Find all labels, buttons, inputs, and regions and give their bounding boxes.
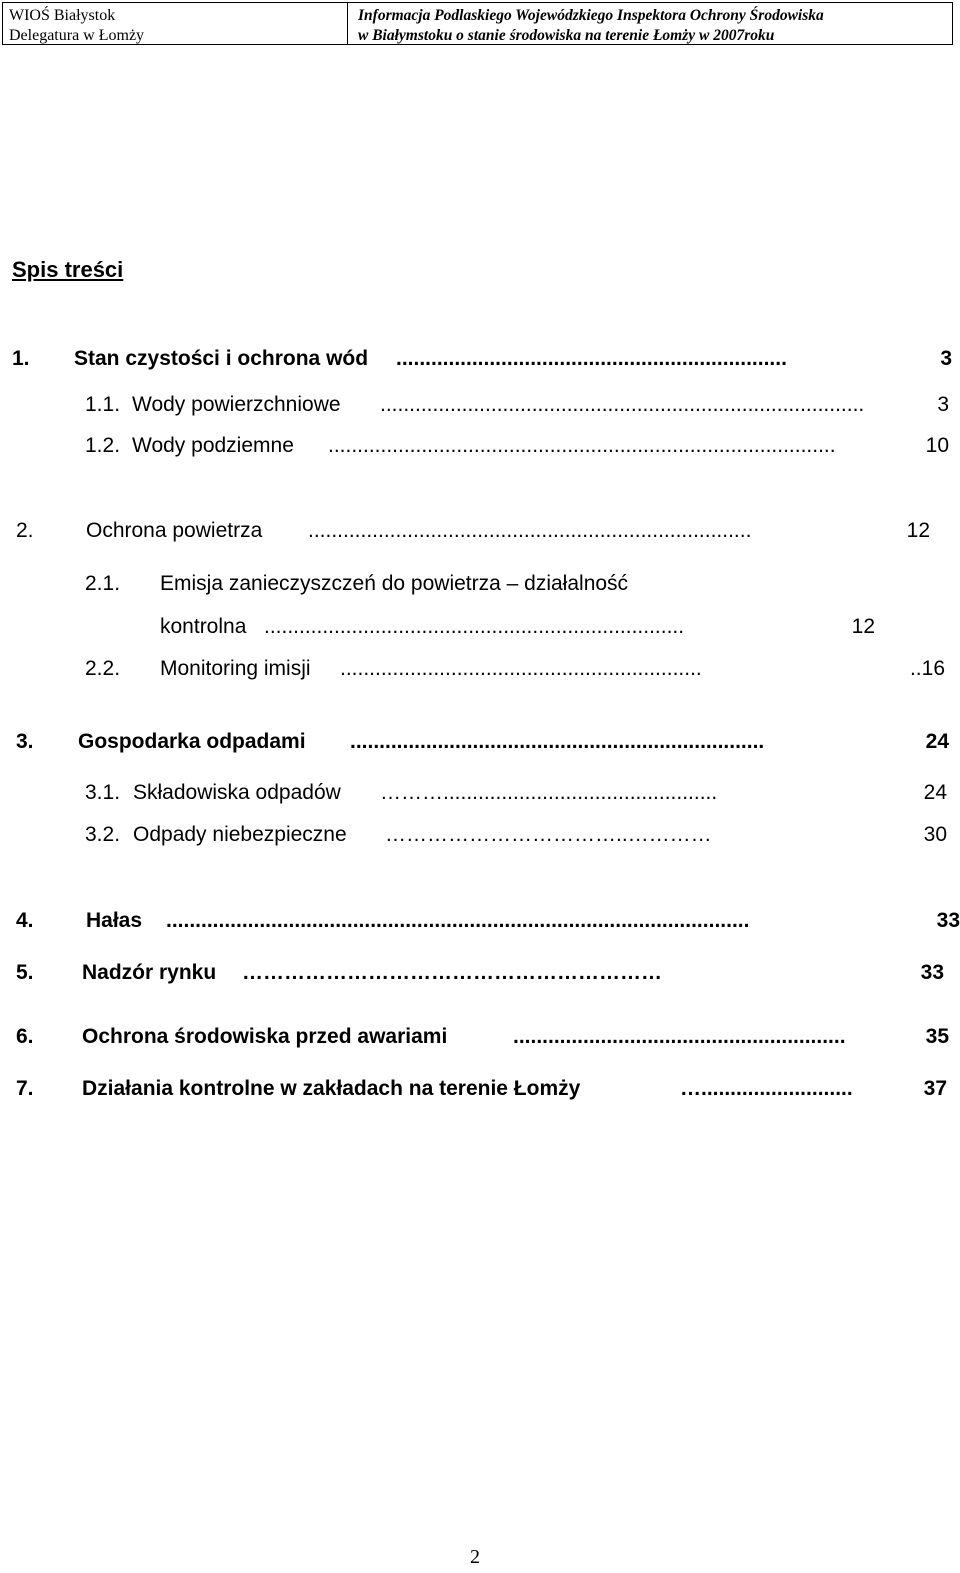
toc-entry-number: 3.2. — [85, 823, 121, 846]
toc-entry-text: Hałas — [86, 909, 143, 932]
toc-entry-text: kontrolna — [160, 615, 247, 638]
toc-entry[interactable] — [85, 823, 947, 847]
toc-leader: ....................................................................... — [350, 730, 765, 753]
toc-page-number: 10 — [925, 434, 949, 457]
toc-entry-number: 2.2. — [85, 657, 121, 680]
toc-page-number: 33 — [920, 961, 944, 984]
toc-entry-number: 3.1. — [85, 781, 121, 804]
toc-entry-text: Wody podziemne — [132, 434, 294, 457]
toc-entry[interactable] — [16, 730, 949, 754]
toc-entry[interactable] — [16, 909, 960, 933]
toc-entry[interactable] — [85, 781, 947, 805]
toc-page-number: 24 — [923, 781, 947, 804]
toc-entry[interactable] — [12, 347, 952, 371]
toc-entry-number: 6. — [16, 1025, 34, 1048]
toc-entry[interactable] — [16, 961, 944, 985]
header-title-line2: w Białymstoku o stanie środowiska na terenie Łomży w 2007roku — [358, 27, 775, 44]
toc-entry[interactable] — [160, 615, 875, 639]
toc-page-number: 3 — [937, 393, 949, 416]
toc-entry-number: 5. — [16, 961, 34, 984]
toc-entry[interactable] — [85, 434, 949, 458]
page-header — [2, 2, 953, 45]
page-number: 2 — [470, 1546, 480, 1568]
toc-leader: …………………………………………………… — [242, 961, 662, 984]
toc-title: Spis treści — [12, 257, 124, 282]
toc-entry-number: 1.2. — [85, 434, 121, 457]
header-org: WIOŚ Białystok — [9, 7, 116, 24]
toc-entry-number: 4. — [16, 909, 34, 932]
toc-entry-text: Gospodarka odpadami — [78, 730, 306, 753]
toc-leader: ....................................................................................... — [328, 434, 836, 457]
toc-page-number: 33 — [936, 909, 960, 932]
toc-page-number: ..16 — [909, 657, 945, 680]
toc-entry-text: Składowiska odpadów — [133, 781, 341, 804]
toc-entry-text: Ochrona środowiska przed awariami — [82, 1025, 448, 1048]
toc-leader: ……………………………..………… — [385, 823, 712, 846]
toc-page-number: 37 — [923, 1077, 947, 1100]
toc-leader: ........................................................................ — [264, 615, 685, 638]
toc-leader: ................................................................................... — [380, 393, 865, 416]
toc-entry-text: Stan czystości i ochrona wód — [74, 347, 369, 370]
toc-leader: .................................................................................................... — [166, 909, 750, 932]
toc-entry-number: 7. — [16, 1077, 34, 1100]
toc-entry[interactable] — [85, 572, 628, 596]
toc-entry-text: Emisja zanieczyszczeń do powietrza – działalność — [160, 572, 629, 595]
toc-entry[interactable] — [85, 657, 945, 681]
header-title-line1: Informacja Podlaskiego Wojewódzkiego Inspektora Ochrony Środowiska — [358, 7, 824, 24]
header-delegation: Delegatura w Łomży — [9, 27, 145, 44]
toc-page-number: 12 — [906, 519, 930, 542]
toc-page-number: 3 — [940, 347, 952, 370]
toc-leader: ….......................... — [680, 1077, 853, 1100]
toc-entry-number: 2.1. — [85, 572, 121, 595]
toc-page-number: 24 — [925, 730, 949, 753]
toc-entry[interactable] — [16, 1025, 949, 1049]
toc-entry-number: 2. — [16, 519, 34, 542]
toc-entry-number: 1. — [12, 347, 30, 370]
toc-entry-number: 3. — [16, 730, 34, 753]
toc-leader: .............................................................. — [340, 657, 702, 680]
header-left-cell — [3, 3, 348, 44]
toc-entry-text: Monitoring imisji — [160, 657, 311, 680]
toc-entry[interactable] — [16, 519, 930, 543]
toc-entry-text: Nadzór rynku — [82, 961, 217, 984]
toc-entry-text: Odpady niebezpieczne — [133, 823, 347, 846]
toc-leader: ………............................................... — [380, 781, 718, 804]
toc-page-number: 35 — [925, 1025, 949, 1048]
toc-page-number: 12 — [851, 615, 875, 638]
toc-entry-text: Działania kontrolne w zakładach na terenie Łomży — [82, 1077, 581, 1100]
toc-entry[interactable] — [16, 1077, 947, 1101]
toc-page-number: 30 — [923, 823, 947, 846]
toc-entry[interactable] — [85, 393, 949, 417]
toc-entry-text: Wody powierzchniowe — [132, 393, 341, 416]
header-right-cell — [348, 3, 952, 47]
toc-leader: ......................................................... — [513, 1025, 846, 1048]
toc-entry-text: Ochrona powietrza — [86, 519, 263, 542]
toc-leader: ................................................................... — [396, 347, 787, 370]
toc-entry-number: 1.1. — [85, 393, 121, 416]
toc-leader: ............................................................................ — [308, 519, 752, 542]
